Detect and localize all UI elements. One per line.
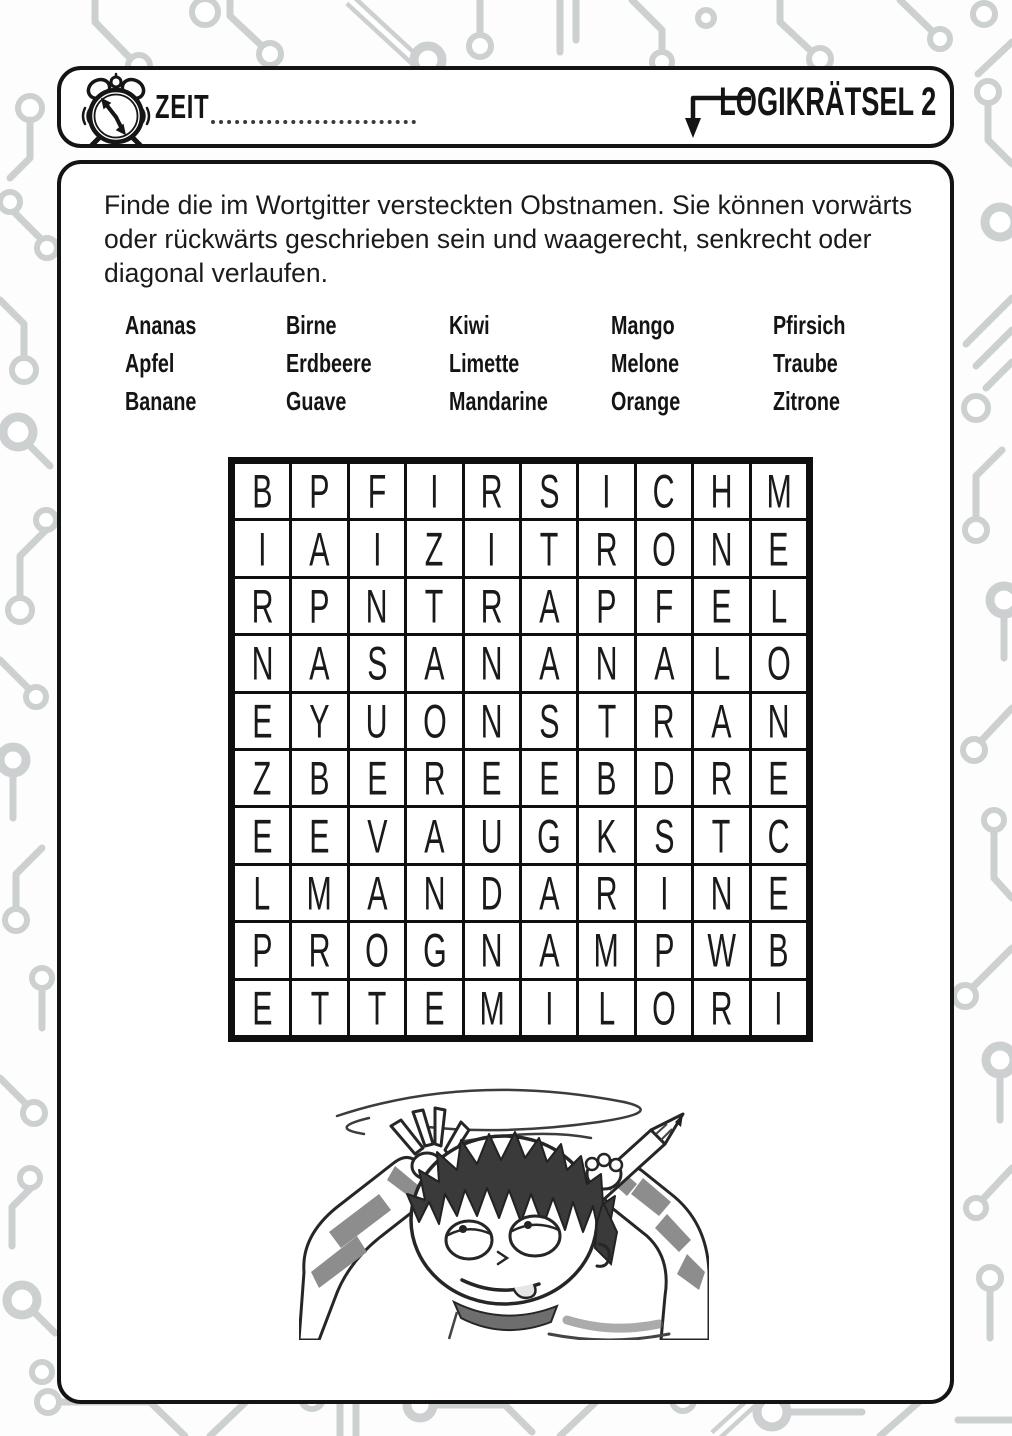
grid-cell: I: [752, 981, 806, 1035]
grid-cell: E: [752, 521, 806, 575]
grid-cell: M: [465, 981, 519, 1035]
grid-cell: N: [465, 636, 519, 690]
word-list-item: Orange: [611, 386, 681, 416]
grid-cell: R: [579, 521, 633, 575]
grid-cell: C: [752, 808, 806, 862]
grid-cell: E: [292, 808, 346, 862]
grid-cell: B: [752, 923, 806, 977]
grid-cell: B: [579, 751, 633, 805]
header-box: [57, 66, 954, 148]
grid-cell: R: [407, 751, 461, 805]
grid-cell: O: [637, 981, 691, 1035]
grid-cell: A: [292, 636, 346, 690]
grid-cell: I: [522, 981, 576, 1035]
puzzle-box: [57, 160, 954, 1404]
word-list-item: Guave: [286, 386, 347, 416]
instructions-text: Finde die im Wortgitter versteckten Obstnamen. Sie können vorwärts oder rückwärts geschrieben sein und waagerecht, senkrecht oder diagonal verlaufen.: [104, 190, 913, 288]
word-list-item: Apfel: [125, 348, 175, 378]
word-list-item: Pfirsich: [773, 310, 846, 340]
word-list-item: Mango: [611, 310, 675, 340]
grid-cell: G: [407, 923, 461, 977]
word-list-item: Ananas: [125, 310, 197, 340]
grid-cell: T: [292, 981, 346, 1035]
grid-cell: A: [522, 923, 576, 977]
word-list-item: Birne: [286, 310, 337, 340]
grid-cell: L: [579, 981, 633, 1035]
grid-cell: P: [579, 579, 633, 633]
page-title: LOGIKRÄTSEL 2: [718, 80, 936, 124]
grid-cell: B: [292, 751, 346, 805]
grid-cell: P: [292, 579, 346, 633]
grid-cell: G: [522, 808, 576, 862]
grid-cell: N: [465, 694, 519, 748]
grid-cell: O: [407, 694, 461, 748]
grid-cell: H: [694, 464, 748, 518]
grid-cell: P: [292, 464, 346, 518]
word-list-item: Limette: [449, 348, 520, 378]
grid-cell: F: [350, 464, 404, 518]
alarm-clock-icon: [81, 72, 151, 150]
grid-cell: U: [465, 808, 519, 862]
grid-cell: A: [350, 866, 404, 920]
grid-cell: A: [407, 808, 461, 862]
grid-cell: T: [407, 579, 461, 633]
grid-cell: I: [465, 521, 519, 575]
grid-cell: N: [235, 636, 289, 690]
grid-cell: P: [235, 923, 289, 977]
grid-cell: R: [292, 923, 346, 977]
word-list-item: Erdbeere: [286, 348, 372, 378]
boy-with-pencil-illustration: [299, 1082, 709, 1340]
grid-cell: E: [694, 579, 748, 633]
grid-cell: M: [292, 866, 346, 920]
grid-cell: L: [752, 579, 806, 633]
grid-cell: S: [637, 808, 691, 862]
grid-cell: E: [235, 981, 289, 1035]
grid-cell: Z: [407, 521, 461, 575]
grid-cell: A: [522, 866, 576, 920]
grid-cell: R: [694, 981, 748, 1035]
grid-cell: T: [522, 521, 576, 575]
grid-cell: I: [579, 464, 633, 518]
grid-cell: A: [522, 636, 576, 690]
grid-cell: T: [579, 694, 633, 748]
grid-cell: E: [465, 751, 519, 805]
grid-cell: A: [694, 694, 748, 748]
grid-cell: I: [350, 521, 404, 575]
grid-cell: T: [350, 981, 404, 1035]
word-list-item: Zitrone: [773, 386, 840, 416]
grid-cell: L: [694, 636, 748, 690]
grid-cell: O: [350, 923, 404, 977]
grid-cell: A: [637, 636, 691, 690]
grid-cell: A: [292, 521, 346, 575]
grid-cell: N: [465, 923, 519, 977]
word-list-item: Traube: [773, 348, 838, 378]
grid-cell: C: [637, 464, 691, 518]
grid-cell: D: [637, 751, 691, 805]
grid-cell: T: [694, 808, 748, 862]
time-label: ZEIT: [155, 88, 210, 125]
grid-cell: E: [235, 694, 289, 748]
word-list-item: Banane: [125, 386, 197, 416]
grid-cell: D: [465, 866, 519, 920]
letter-grid: [228, 457, 813, 1042]
grid-cell: I: [637, 866, 691, 920]
grid-cell: A: [522, 579, 576, 633]
grid-cell: E: [407, 981, 461, 1035]
grid-cell: R: [465, 464, 519, 518]
grid-cell: E: [752, 751, 806, 805]
word-list-item: Mandarine: [449, 386, 548, 416]
grid-cell: I: [407, 464, 461, 518]
grid-cell: K: [579, 808, 633, 862]
time-answer-line: [211, 94, 416, 124]
grid-cell: B: [235, 464, 289, 518]
grid-cell: R: [579, 866, 633, 920]
grid-cell: Z: [235, 751, 289, 805]
grid-cell: V: [350, 808, 404, 862]
grid-cell: E: [350, 751, 404, 805]
grid-cell: S: [522, 694, 576, 748]
grid-cell: E: [522, 751, 576, 805]
grid-cell: E: [235, 808, 289, 862]
grid-cell: P: [637, 923, 691, 977]
grid-cell: M: [579, 923, 633, 977]
grid-cell: R: [465, 579, 519, 633]
grid-cell: R: [637, 694, 691, 748]
grid-cell: N: [579, 636, 633, 690]
grid-cell: N: [407, 866, 461, 920]
grid-cell: O: [752, 636, 806, 690]
grid-cell: N: [694, 866, 748, 920]
word-list: [125, 310, 868, 424]
grid-cell: I: [235, 521, 289, 575]
grid-cell: R: [694, 751, 748, 805]
grid-cell: M: [752, 464, 806, 518]
grid-cell: S: [522, 464, 576, 518]
grid-cell: R: [235, 579, 289, 633]
word-list-item: Melone: [611, 348, 680, 378]
grid-cell: W: [694, 923, 748, 977]
grid-cell: F: [637, 579, 691, 633]
grid-cell: N: [350, 579, 404, 633]
grid-cell: Y: [292, 694, 346, 748]
grid-cell: N: [694, 521, 748, 575]
grid-cell: S: [350, 636, 404, 690]
grid-cell: O: [637, 521, 691, 575]
word-list-item: Kiwi: [449, 310, 490, 340]
grid-cell: E: [752, 866, 806, 920]
grid-cell: L: [235, 866, 289, 920]
grid-cell: U: [350, 694, 404, 748]
grid-cell: A: [407, 636, 461, 690]
grid-cell: N: [752, 694, 806, 748]
